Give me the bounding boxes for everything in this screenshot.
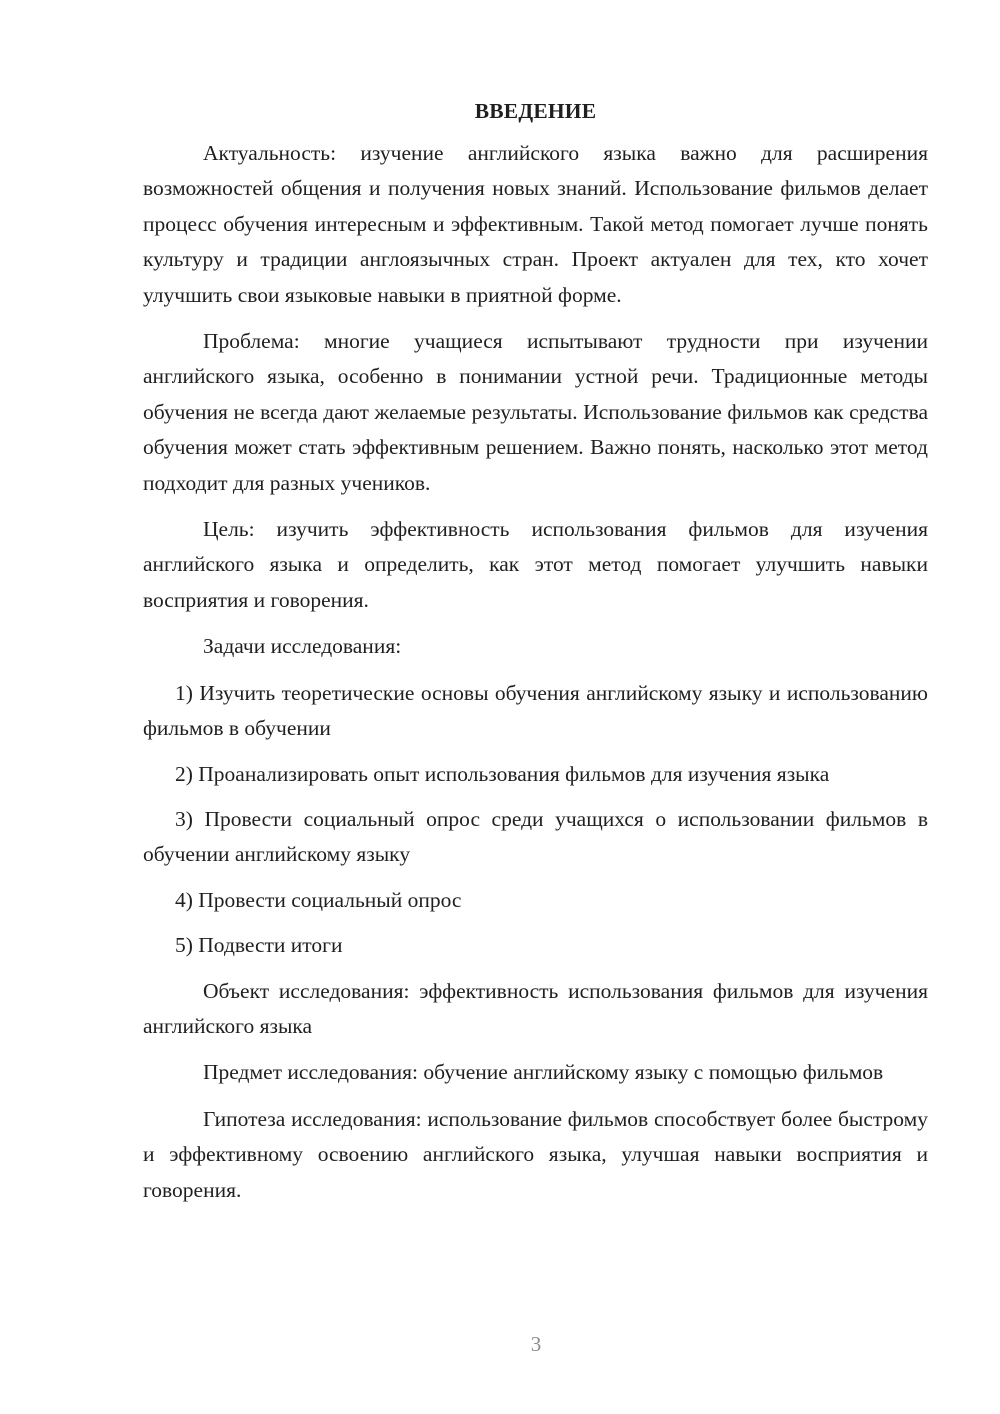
task-item: 3) Провести социальный опрос среди учащихся о использовании фильмов в обучении английскому языку [143,806,928,867]
task-item: 4) Провести социальный опрос [175,887,462,912]
subject-paragraph: Предмет исследования: обучение английскому языку с помощью фильмов [203,1060,884,1085]
document-body [143,96,928,1219]
section-heading: ВВЕДЕНИЕ [474,99,597,123]
page-number: 3 [530,1332,542,1356]
relevance-paragraph: Актуальность: изучение английского языка важно для расширения возможностей общения и получения новых знаний. Использование фильмов делает процесс обучения интересным и эффективным. Такой метод помогает лучше понять культуру и традиции англоязычных стран. Проект актуален для тех, кто хочет улучшить свои языковые навыки в приятной форме. [143,141,928,307]
hypothesis-paragraph: Гипотеза исследования: использование фильмов способствует более быстрому и эффективному освоению английского языка, улучшая навыки восприятия и говорения. [143,1106,928,1202]
object-paragraph: Объект исследования: эффективность использования фильмов для изучения английского языка [143,978,928,1038]
task-item: 1) Изучить теоретические основы обучения английскому языку и использованию фильмов в обучении [143,680,928,741]
problem-paragraph: Проблема: многие учащиеся испытывают трудности при изучении английского языка, особенно в понимании устной речи. Традиционные методы обучения не всегда дают желаемые результаты. Использование фильмов как средства обучения может стать эффективным решением. Важно понять, насколько этот метод подходит для разных учеников. [143,329,928,495]
task-item: 5) Подвести итоги [175,933,343,958]
task-item: 2) Проанализировать опыт использования фильмов для изучения языка [175,761,830,786]
tasks-title: Задачи исследования: [203,634,402,659]
goal-paragraph: Цель: изучить эффективность использования фильмов для изучения английского языка и определить, как этот метод помогает улучшить навыки восприятия и говорения. [143,517,928,612]
tasks-list [143,676,928,964]
